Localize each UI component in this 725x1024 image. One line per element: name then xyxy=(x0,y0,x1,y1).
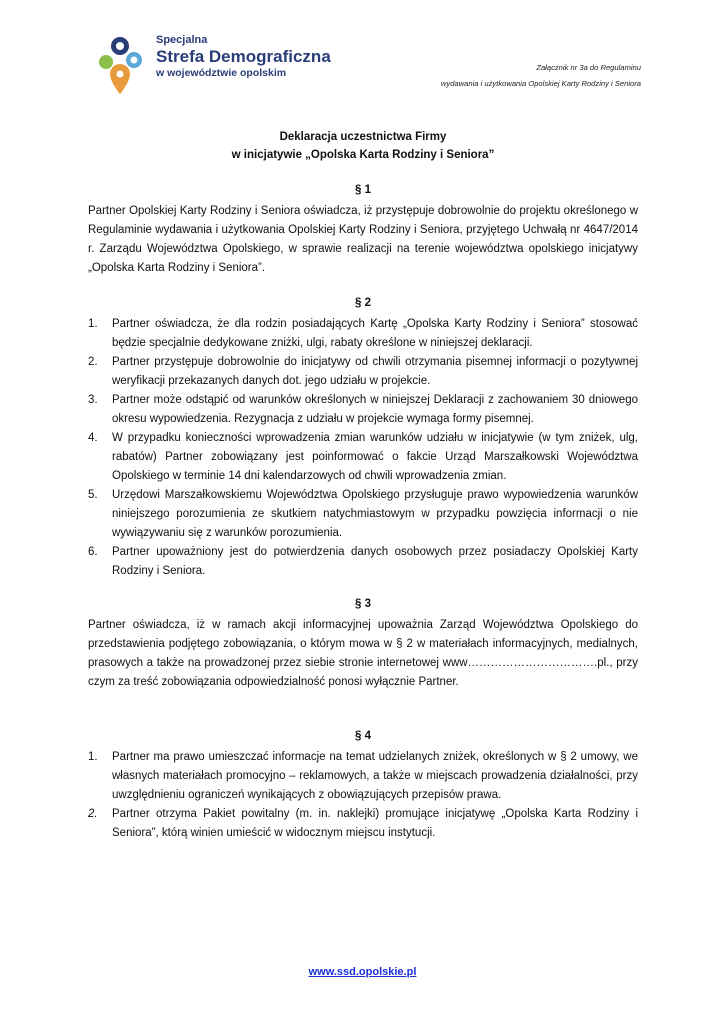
document-title xyxy=(88,128,638,164)
logo-line3: w województwie opolskim xyxy=(156,67,287,79)
list-item: 6. Partner upoważniony jest do potwierdzenia danych osobowych przez posiadaczy Opolskiej Karty Rodziny i Seniora. xyxy=(88,546,638,577)
section-2-heading: § 2 xyxy=(355,297,371,309)
title-line2: w inicjatywie „Opolska Karta Rodziny i Seniora” xyxy=(231,149,495,161)
website-link[interactable]: www.ssd.opolskie.pl xyxy=(308,966,417,978)
section-2-list xyxy=(88,315,638,581)
logo-line2: Strefa Demograficzna xyxy=(156,47,331,66)
list-item: 1. Partner oświadcza, że dla rodzin posiadających Kartę „Opolska Karty Rodziny i Seniora” stosować będzie specjalnie dedykowane zniżki, ulgi, rabaty określone w niniejszej deklaracji. xyxy=(88,318,638,349)
annex-line2: wydawania i użytkowania Opolskiej Karty Rodziny i Seniora xyxy=(440,79,641,88)
section-4-list xyxy=(88,748,638,843)
title-line1: Deklaracja uczestnictwa Firmy xyxy=(279,131,447,143)
list-item: 1. Partner ma prawo umieszczać informacje na temat udzielanych zniżek, określonych w § 2 umowy, we własnych materiałach promocyjno – reklamowych, a także w miejscach prowadzenia działalności, przy uwzględnieniu ograniczeń wynikających z obowiązujących przepisów prawa. xyxy=(88,751,638,801)
section-3-heading: § 3 xyxy=(355,598,371,610)
section-3-text: Partner oświadcza, iż w ramach akcji informacyjnej upoważnia Zarząd Województwa Opolskiego do przedstawienia podjętego zobowiązania, o którym mowa w § 2 w materiałach informacyjnych, medialnych, prasowych a także na prowadzonej przez siebie stronie internetowej www…………………………….pl., przy czym za treść zobowiązania odpowiedzialność ponosi wyłącznie Partner. xyxy=(88,619,638,688)
list-item: 5. Urzędowi Marszałkowskiemu Województwa Opolskiego przysługuje prawo wypowiedzenia warunków niniejszego porozumienia ze skutkiem natychmiastowym w przypadku powzięcia informacji o nie wywiązywaniu się z warunków porozumienia. xyxy=(88,489,638,539)
list-item: 3. Partner może odstąpić od warunków określonych w niniejszej Deklaracji z zachowaniem 30 dniowego okresu wypowiedzenia. Rezygnacja z udziału w projekcie wymaga formy pisemnej. xyxy=(88,394,638,425)
section-1-heading: § 1 xyxy=(355,184,371,196)
section-4-heading: § 4 xyxy=(355,730,371,742)
logo xyxy=(96,34,336,106)
section-1-text: Partner Opolskiej Karty Rodziny i Seniora oświadcza, iż przystępuje dobrowolnie do projektu określonego w Regulaminie wydawania i użytkowania Opolskiej Karty Rodziny i Seniora, przyjętego Uchwałą nr 4647/2014 r. Zarządu Województwa Opolskiego, w sprawie realizacji na terenie województwa opolskiego inicjatywy „Opolska Karta Rodziny i Seniora”. xyxy=(88,205,638,274)
list-item: 2. Partner przystępuje dobrowolnie do inicjatywy od chwili otrzymania pisemnej informacji o pozytywnej weryfikacji przekazanych danych dot. jego udziału w projekcie. xyxy=(88,356,638,387)
annex-line1: Załącznik nr 3a do Regulaminu xyxy=(536,63,641,72)
list-item: 2. Partner otrzyma Pakiet powitalny (m. in. naklejki) promujące inicjatywę „Opolska Karta Rodziny i Seniora”, którą winien umieścić w widocznym miejscu instytucji. xyxy=(88,808,638,839)
logo-line1: Specjalna xyxy=(156,34,208,46)
annex-note xyxy=(441,60,641,92)
list-item: 4. W przypadku konieczności wprowadzenia zmian warunków udziału w inicjatywie (w tym zniżek, ulg, rabatów) Partner zobowiązany jest poinformować o fakcie Urząd Marszałkowski Województwa Opolskiego w terminie 14 dni kalendarzowych od chwili wprowadzenia zmian. xyxy=(88,432,638,482)
logo-mark-icon xyxy=(96,34,154,106)
